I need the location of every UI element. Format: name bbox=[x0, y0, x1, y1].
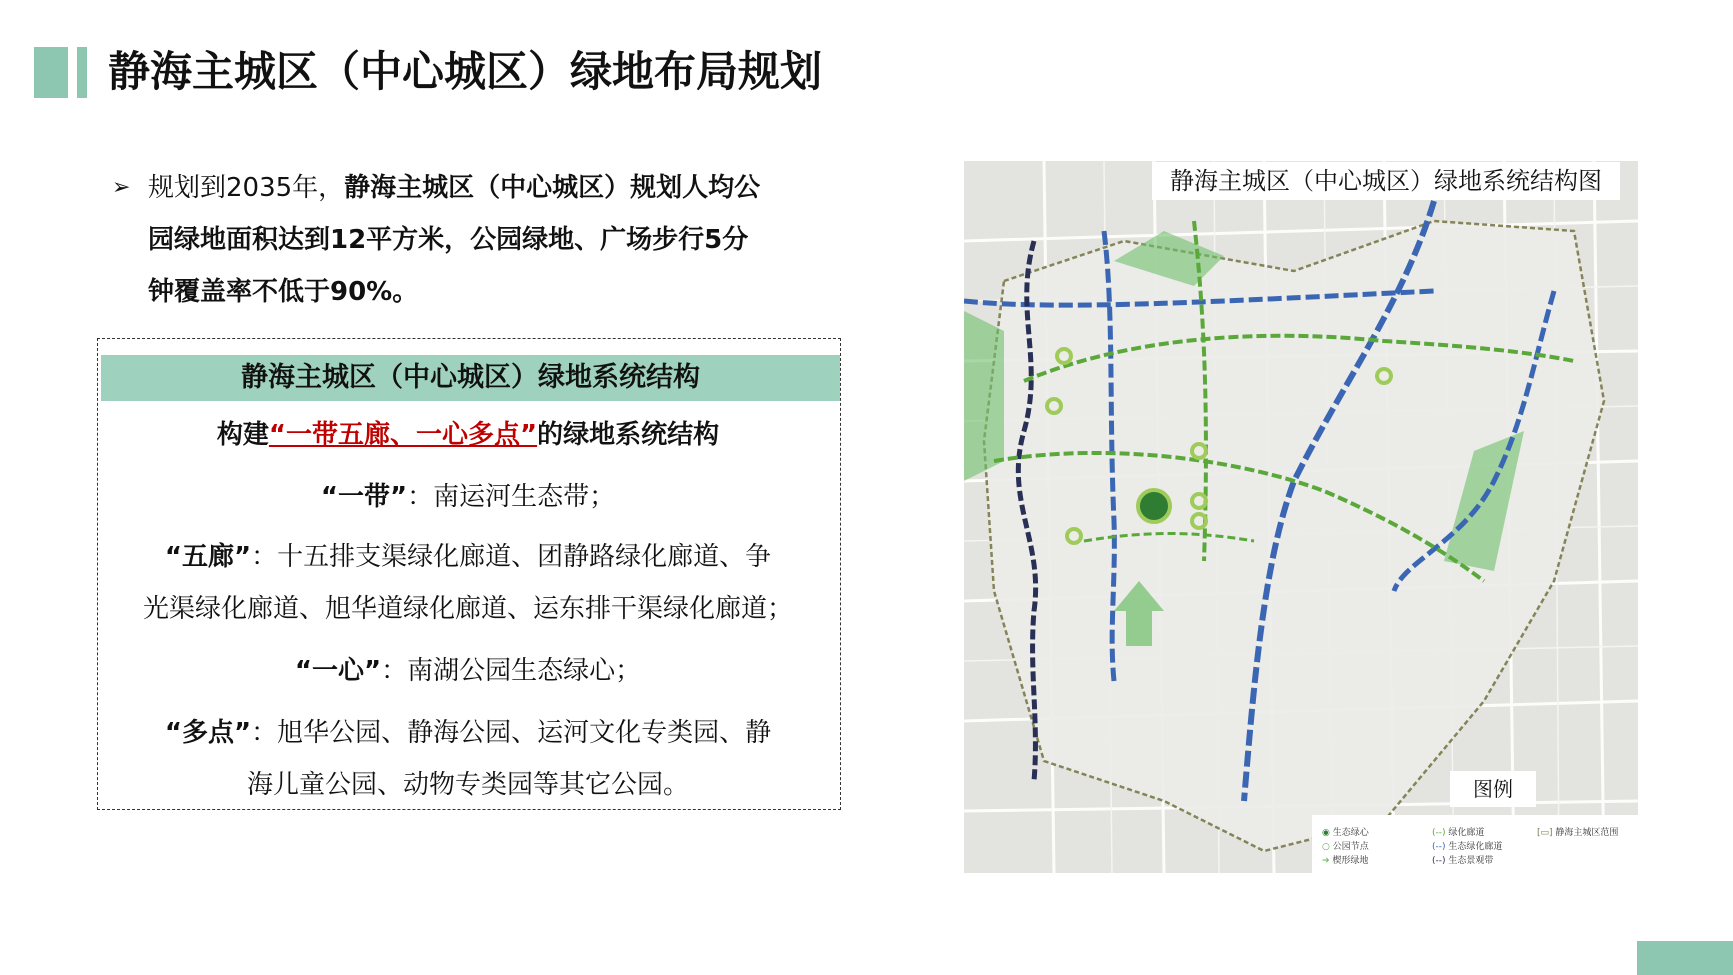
structure-heading: 静海主城区（中心城区）绿地系统结构 bbox=[101, 355, 840, 401]
arrow-bullet-icon: ➢ bbox=[112, 175, 131, 200]
legend-green-corridor bbox=[1432, 825, 1484, 838]
title-accent-bar bbox=[34, 47, 68, 98]
heart-line bbox=[98, 653, 838, 689]
eco-belt-icon: (‐‐) bbox=[1432, 856, 1446, 866]
boundary-icon: [▭] bbox=[1537, 828, 1553, 838]
green-corridor-icon: (‐‐) bbox=[1432, 828, 1446, 838]
corridor-line-1 bbox=[98, 539, 838, 575]
corridor-text-1: ：十五排支渠绿化廊道、团静路绿化廊道、争 bbox=[251, 542, 772, 572]
wedge-icon: ➔ bbox=[1322, 856, 1330, 866]
legend-park-node bbox=[1322, 839, 1369, 852]
legend-eco-corridor bbox=[1432, 839, 1502, 852]
page-title: 静海主城区（中心城区）绿地布局规划 bbox=[108, 47, 823, 96]
legend-eco-heart-label: 生态绿心 bbox=[1332, 828, 1369, 838]
build-quote: “一带五廊、一心多点” bbox=[268, 420, 538, 450]
intro-line1-plain: 规划到2035年， bbox=[148, 173, 345, 203]
legend-eco-belt-label: 生态景观带 bbox=[1448, 856, 1494, 866]
build-suffix: 的绿地系统结构 bbox=[537, 420, 720, 450]
belt-text: ：南运河生态带； bbox=[407, 482, 616, 512]
title-accent-bar-thin bbox=[77, 47, 87, 98]
legend-eco-corridor-label: 生态绿化廊道 bbox=[1448, 842, 1503, 852]
legend-boundary-label: 静海主城区范围 bbox=[1555, 828, 1619, 838]
intro-paragraph bbox=[112, 162, 842, 318]
legend-wedge-label: 楔形绿地 bbox=[1332, 856, 1369, 866]
build-prefix: 构建 bbox=[216, 420, 269, 450]
points-label: “多点” bbox=[164, 718, 252, 748]
legend-wedge bbox=[1322, 853, 1368, 866]
map-graphic bbox=[964, 161, 1638, 873]
legend-eco-heart bbox=[1322, 825, 1369, 838]
heart-label: “一心” bbox=[294, 656, 382, 686]
eco-corridor-icon: (‐‐) bbox=[1432, 842, 1446, 852]
legend-title: 图例 bbox=[1450, 771, 1536, 807]
belt-line bbox=[98, 479, 838, 515]
legend-eco-belt bbox=[1432, 853, 1493, 866]
green-system-map bbox=[964, 161, 1638, 873]
legend-park-node-label: 公园节点 bbox=[1332, 842, 1369, 852]
structure-build-line bbox=[98, 417, 838, 453]
points-line-1 bbox=[98, 715, 838, 751]
intro-line3: 钟覆盖率不低于90%。 bbox=[148, 277, 419, 307]
legend-green-corridor-label: 绿化廊道 bbox=[1448, 828, 1485, 838]
heart-text: ：南湖公园生态绿心； bbox=[381, 656, 642, 686]
map-legend bbox=[1312, 815, 1638, 873]
points-text-1: ：旭华公园、静海公园、运河文化专类园、静 bbox=[251, 718, 772, 748]
map-caption: 静海主城区（中心城区）绿地系统结构图 bbox=[1152, 162, 1620, 200]
points-line-2: 海儿童公园、动物专类园等其它公园。 bbox=[246, 770, 689, 800]
park-node-icon: ○ bbox=[1322, 842, 1330, 852]
eco-heart-icon: ◉ bbox=[1322, 828, 1330, 838]
belt-label: “一带” bbox=[320, 482, 408, 512]
structure-box bbox=[97, 338, 841, 810]
corner-accent bbox=[1637, 941, 1733, 975]
legend-boundary bbox=[1537, 825, 1618, 838]
intro-line2: 园绿地面积达到12平方米，公园绿地、广场步行5分 bbox=[148, 225, 749, 255]
intro-line1-bold: 静海主城区（中心城区）规划人均公 bbox=[344, 173, 761, 203]
corridor-line-2: 光渠绿化廊道、旭华道绿化廊道、运东排干渠绿化廊道； bbox=[142, 594, 793, 624]
corridor-label: “五廊” bbox=[164, 542, 252, 572]
